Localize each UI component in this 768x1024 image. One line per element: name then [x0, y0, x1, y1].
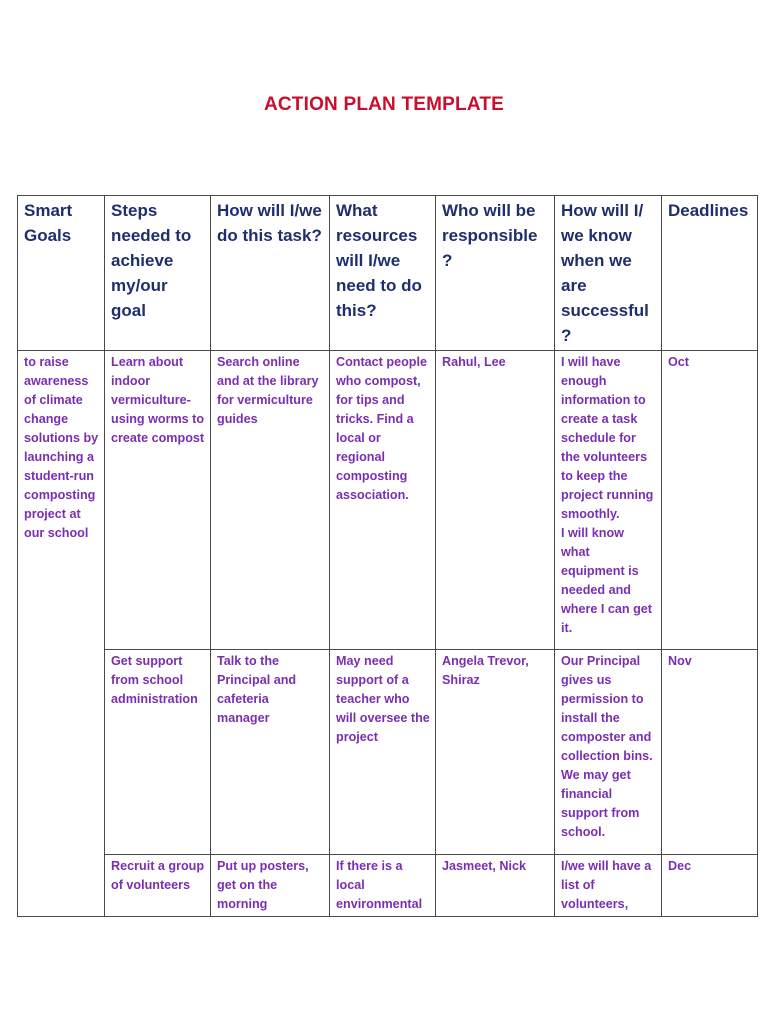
how-cell: Search online and at the library for vermiculture guides: [211, 351, 330, 650]
how-cell: [211, 855, 330, 917]
success-cell: [555, 855, 662, 917]
header-resources: What resources will I/we need to do this?: [330, 196, 436, 351]
table-row: [18, 650, 758, 855]
responsible-cell: Angela Trevor, Shiraz: [436, 650, 555, 855]
header-steps: Steps needed to achieve my/our goal: [105, 196, 211, 351]
resources-cell: [330, 855, 436, 917]
header-how: How will I/we do this task?: [211, 196, 330, 351]
step-cell: [105, 855, 211, 917]
header-success: How will I/ we know when we are successful ?: [555, 196, 662, 351]
step-cell: Get support from school administration: [105, 650, 211, 855]
table-row: [18, 855, 758, 917]
responsible-cell: Rahul, Lee: [436, 351, 555, 650]
resources-cell: May need support of a teacher who will oversee the project: [330, 650, 436, 855]
header-deadlines: Deadlines: [662, 196, 758, 351]
action-plan-table: [17, 195, 758, 917]
deadline-cell: Oct: [662, 351, 758, 650]
step-text: Recruit a group of volunteers: [111, 859, 205, 892]
deadline-cell: Nov: [662, 650, 758, 855]
how-text: Put up posters, get on the morning: [217, 859, 309, 911]
deadline-text: Dec: [668, 859, 692, 873]
success-text: I/we will have a list of volunteers,: [561, 859, 652, 911]
success-cell: I will have enough information to create a task schedule for the volunteers to keep the project running smoothly. I will know what equipment is needed and where I can get it.: [555, 351, 662, 650]
table-row: [18, 351, 758, 650]
goal-cell: to raise awareness of climate change solutions by launching a student-run composting project at our school: [18, 351, 105, 917]
page-title: ACTION PLAN TEMPLATE: [263, 94, 505, 115]
header-row: [18, 196, 758, 351]
step-cell: Learn about indoor vermiculture-using worms to create compost: [105, 351, 211, 650]
responsible-cell: [436, 855, 555, 917]
how-cell: Talk to the Principal and cafeteria manager: [211, 650, 330, 855]
header-smart-goals: Smart Goals: [18, 196, 105, 351]
resources-cell: Contact people who compost, for tips and tricks. Find a local or regional composting association.: [330, 351, 436, 650]
deadline-cell: [662, 855, 758, 917]
header-responsible: Who will be responsible ?: [436, 196, 555, 351]
responsible-text: Jasmeet, Nick: [442, 859, 527, 873]
success-cell: Our Principal gives us permission to install the composter and collection bins. We may get financial support from school.: [555, 650, 662, 855]
resources-text: If there is a local environmental: [336, 859, 423, 911]
